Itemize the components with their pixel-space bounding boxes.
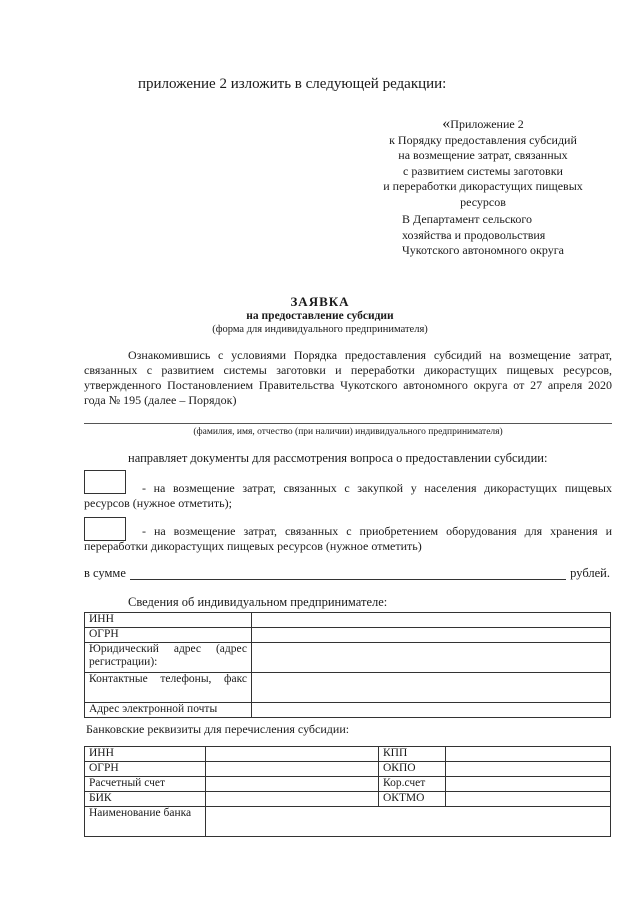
bank-oktmo-value-cell[interactable] — [446, 792, 611, 807]
bank-label-okpo: ОКПО — [379, 762, 446, 777]
bank-label-name: Наименование банка — [85, 807, 206, 837]
entrepreneur-table — [84, 612, 611, 718]
bank-heading: Банковские реквизиты для перечисления субсидии: — [86, 722, 350, 736]
document-title: ЗАЯВКА — [290, 294, 350, 309]
table-row — [85, 613, 611, 628]
row-label-legal-address: Юридический адрес (адрес регистрации): — [85, 643, 252, 673]
legal-address-value-cell[interactable] — [252, 643, 611, 673]
addressee-line-3: Чукотского автономного округа — [402, 243, 564, 257]
ogrn-value-cell[interactable] — [252, 628, 611, 643]
bank-label-account: Расчетный счет — [85, 777, 206, 792]
row-label-email: Адрес электронной почты — [85, 703, 252, 718]
row-label-ogrn: ОГРН — [85, 628, 252, 643]
name-caption: (фамилия, имя, отчество (при наличии) индивидуального предпринимателя) — [193, 427, 503, 437]
option-1-text: - на возмещение затрат, связанных с закупкой у населения дикорастущих пищевых ресурсов (нужное отметить); — [84, 481, 612, 510]
bank-label-ogrn: ОГРН — [85, 762, 206, 777]
bank-ogrn-value-cell[interactable] — [206, 762, 379, 777]
opening-quote: « — [442, 115, 451, 132]
appendix-line-3: на возмещение затрат, связанных — [398, 148, 568, 162]
bank-name-value-cell[interactable] — [206, 807, 611, 837]
appendix-line-5: и переработки дикорастущих пищевых — [383, 179, 583, 193]
table-row — [85, 703, 611, 718]
table-row — [85, 643, 611, 673]
row-label-inn: ИНН — [85, 613, 252, 628]
table-row — [85, 762, 611, 777]
appendix-line-2: к Порядку предоставления субсидий — [389, 132, 577, 147]
document-subtitle: на предоставление субсидии — [246, 310, 394, 322]
appendix-line-4: с развитием системы заготовки — [403, 163, 563, 178]
addressee-line-1: В Департамент сельского — [402, 212, 532, 226]
table-row — [85, 747, 611, 762]
intro-text: приложение 2 изложить в следующей редакции: — [138, 76, 447, 92]
table-row — [85, 777, 611, 792]
table-row — [85, 628, 611, 643]
table-row — [85, 807, 611, 837]
addressee-block — [402, 212, 612, 259]
name-input-line[interactable] — [84, 423, 612, 424]
appendix-header — [340, 116, 626, 210]
entrepreneur-heading: Сведения об индивидуальном предпринимателе: — [128, 595, 388, 609]
phones-value-cell[interactable] — [252, 673, 611, 703]
bank-label-inn: ИНН — [85, 747, 206, 762]
addressee-line-2: хозяйства и продовольствия — [402, 227, 546, 242]
email-value-cell[interactable] — [252, 703, 611, 718]
table-row — [85, 792, 611, 807]
bank-kpp-value-cell[interactable] — [446, 747, 611, 762]
bank-table — [84, 746, 611, 837]
intro-paragraph: Ознакомившись с условиями Порядка предоставления субсидий на возмещение затрат, связанных с развитием системы заготовки и переработки дикорастущих пищевых ресурсов, утвержденного Постановлением Правительства Чукотского автономного округа от 27 апреля 2020 года № 195 (далее – Порядок) — [84, 348, 612, 407]
form-type-note: (форма для индивидуального предпринимателя) — [212, 324, 428, 335]
sum-unit: рублей. — [570, 566, 610, 580]
sum-input-line[interactable] — [130, 579, 566, 580]
inn-value-cell[interactable] — [252, 613, 611, 628]
bank-label-bik: БИК — [85, 792, 206, 807]
bank-label-oktmo: ОКТМО — [379, 792, 446, 807]
sum-label: в сумме — [84, 566, 126, 580]
sum-row — [84, 566, 612, 581]
bank-account-value-cell[interactable] — [206, 777, 379, 792]
bank-label-kpp: КПП — [379, 747, 446, 762]
bank-okpo-value-cell[interactable] — [446, 762, 611, 777]
option-2-text: - на возмещение затрат, связанных с приобретением оборудования для хранения и переработки дикорастущих пищевых ресурсов (нужное отметить) — [84, 524, 612, 553]
appendix-line-1: «Приложение 2 — [442, 115, 524, 132]
directs-text: направляет документы для рассмотрения вопроса о предоставлении субсидии: — [128, 451, 548, 465]
row-label-phones: Контактные телефоны, факс — [85, 673, 252, 703]
bank-inn-value-cell[interactable] — [206, 747, 379, 762]
appendix-line-6: ресурсов — [460, 194, 506, 209]
bank-corr-account-value-cell[interactable] — [446, 777, 611, 792]
bank-label-corr-account: Кор.счет — [379, 777, 446, 792]
bank-bik-value-cell[interactable] — [206, 792, 379, 807]
table-row — [85, 673, 611, 703]
